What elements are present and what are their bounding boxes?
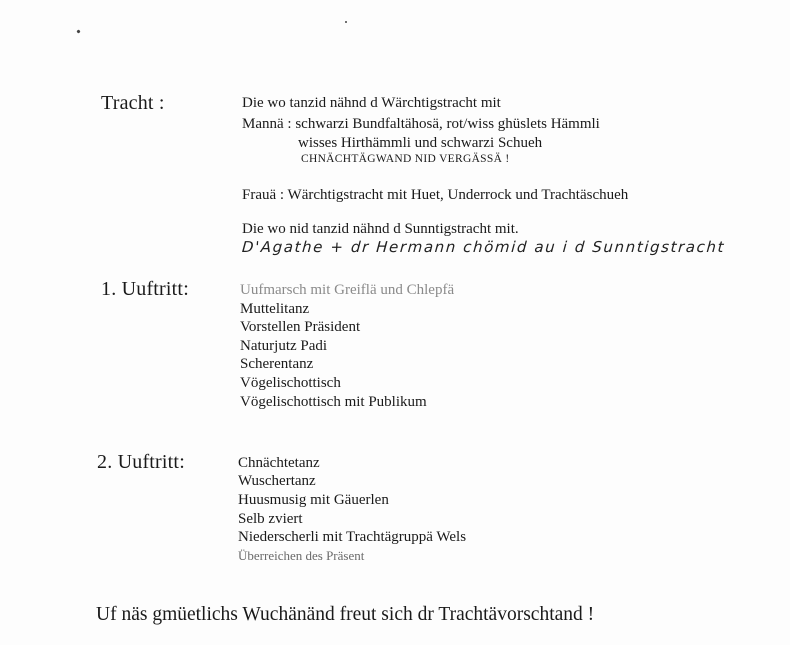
program-item: Vorstellen Präsident [240, 319, 361, 335]
tracht-line-2: Mannä : schwarzi Bundfaltähosä, rot/wiss ghüslets Hämmli [242, 116, 600, 132]
program-item: Niederscherli mit Trachtägruppä Wels [238, 529, 467, 545]
program-item: Selb zviert [238, 511, 303, 527]
closing-line: Uf näs gmüetlichs Wuchänänd freut sich dr Trachtävorschtand ! [96, 604, 595, 625]
tracht-line-5: Frauä : Wärchtigstracht mit Huet, Underrock und Trachtäschueh [242, 187, 629, 203]
tracht-line-3: wisses Hirthämmli und schwarzi Schueh [298, 135, 543, 151]
auftritt-2-label: 2. Uuftritt: [97, 451, 185, 473]
tracht-line-4: CHNÄCHTÄGWAND NID VERGÄSSÄ ! [301, 153, 510, 165]
tracht-line-6: Die wo nid tanzid nähnd d Sunntigstracht mit. [242, 221, 519, 237]
program-item: Scherentanz [240, 356, 314, 372]
program-item: Uufmarsch mit Greiflä und Chlepfä [240, 282, 455, 298]
program-item: Vögelischottisch [240, 375, 341, 391]
program-item: Huusmusig mit Gäuerlen [238, 492, 389, 508]
program-item: Wuschertanz [238, 473, 316, 489]
program-item: Naturjutz Padi [240, 338, 328, 354]
auftritt-1-label: 1. Uuftritt: [101, 278, 189, 300]
program-item: Vögelischottisch mit Publikum [240, 394, 427, 410]
tracht-label: Tracht : [101, 92, 165, 114]
handwritten-note: D'Agathe + dr Hermann chömid au i d Sunntigstracht [241, 238, 726, 256]
scan-speck [76, 29, 80, 33]
program-item: Chnächtetanz [238, 455, 320, 471]
tracht-line-1: Die wo tanzid nähnd d Wärchtigstracht mit [242, 95, 501, 111]
program-item: Muttelitanz [240, 301, 310, 317]
scan-speck [345, 21, 347, 23]
program-item: Überreichen des Präsent [238, 548, 365, 563]
